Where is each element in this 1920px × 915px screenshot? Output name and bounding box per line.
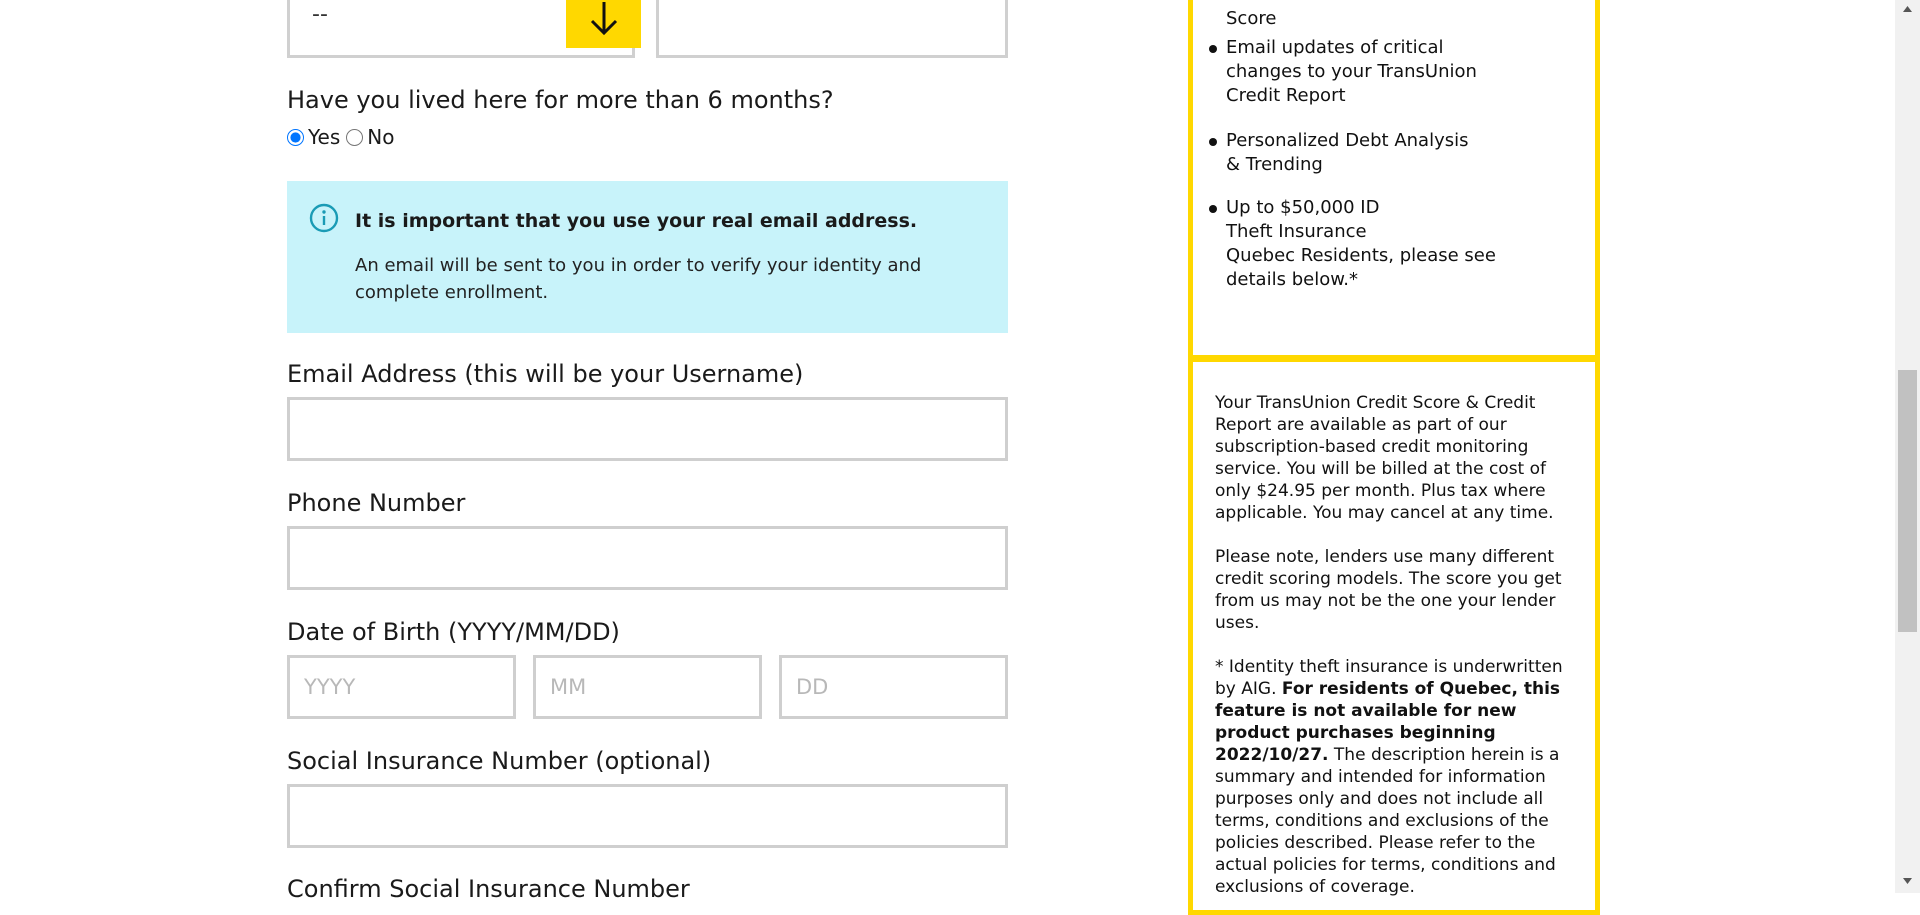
disclosure-text	[1215, 392, 1585, 898]
arrow-down-icon	[587, 0, 621, 38]
dob-day-placeholder: DD	[796, 675, 829, 699]
dob-month-placeholder: MM	[550, 675, 587, 699]
province-select[interactable]	[287, 0, 635, 58]
bullet-dot	[1209, 138, 1217, 146]
dob-year-field[interactable]	[287, 655, 516, 719]
insurance-details: The description herein is a summary and intended for information purposes only and does not include all terms, conditions and exclusions of the policies described. Please refer to the actual policies for terms, conditions and exclusions of coverage.	[1215, 745, 1560, 897]
insurance-text	[1215, 656, 1585, 898]
phone-label: Phone Number	[287, 489, 466, 517]
bullet-dot	[1209, 45, 1217, 53]
scroll-up-arrow-icon[interactable]	[1895, 0, 1920, 18]
billing-text: Your TransUnion Credit Score & Credit Report are available as part of our subscription-based credit monitoring service. You will be billed at the cost of only $24.95 per month. Plus tax where applicable. You may cancel at any time.	[1215, 393, 1554, 523]
dob-year-placeholder: YYYY	[304, 675, 356, 699]
residency-yes-label[interactable]: Yes	[308, 125, 341, 149]
email-notice-title: It is important that you use your real email address.	[355, 210, 918, 232]
benefits-panel	[1188, 0, 1600, 360]
scrollbar-thumb[interactable]	[1898, 370, 1917, 632]
residency-no-radio[interactable]	[346, 129, 363, 146]
dob-day-field[interactable]	[779, 655, 1008, 719]
province-dropdown-button[interactable]	[566, 0, 641, 48]
quebec-note: Quebec Residents, please see details below.*	[1226, 245, 1496, 290]
benefit-item: Up to $50,000 ID Theft Insurance	[1226, 197, 1380, 242]
scroll-down-arrow-icon[interactable]	[1895, 872, 1920, 890]
email-notice	[287, 181, 1008, 333]
insurance-quebec-bold: For residents of Quebec, this feature is not available for new product purchases beginning 2022/10/27.	[1215, 679, 1561, 765]
benefit-item: Email updates of critical changes to your TransUnion Credit Report	[1226, 37, 1477, 106]
confirm-sin-label: Confirm Social Insurance Number	[287, 875, 690, 903]
province-select-value: --	[312, 2, 328, 27]
postal-code-input[interactable]	[656, 0, 1008, 58]
benefit-item: Score	[1226, 8, 1277, 29]
info-icon	[309, 203, 339, 233]
email-notice-body: An email will be sent to you in order to verify your identity and complete enrollment.	[355, 255, 922, 303]
bullet-dot	[1209, 205, 1217, 213]
dob-label: Date of Birth (YYYY/MM/DD)	[287, 618, 620, 646]
dob-month-field[interactable]	[533, 655, 762, 719]
residency-yes-radio[interactable]	[287, 129, 304, 146]
phone-field[interactable]	[287, 526, 1008, 590]
disclosure-panel	[1188, 355, 1600, 915]
email-label: Email Address (this will be your Username)	[287, 360, 804, 388]
residency-question: Have you lived here for more than 6 months?	[287, 86, 834, 114]
residency-radio-group	[287, 125, 401, 149]
lenders-text: Please note, lenders use many different credit scoring models. The score you get from us may not be the one your lender uses.	[1215, 547, 1562, 633]
insurance-intro: * Identity theft insurance is underwritten by AIG.	[1215, 657, 1563, 699]
sin-label: Social Insurance Number (optional)	[287, 747, 712, 775]
residency-no-label[interactable]: No	[367, 125, 395, 149]
benefit-item: Personalized Debt Analysis & Trending	[1226, 130, 1469, 175]
email-field[interactable]	[287, 397, 1008, 461]
sin-field[interactable]	[287, 784, 1008, 848]
